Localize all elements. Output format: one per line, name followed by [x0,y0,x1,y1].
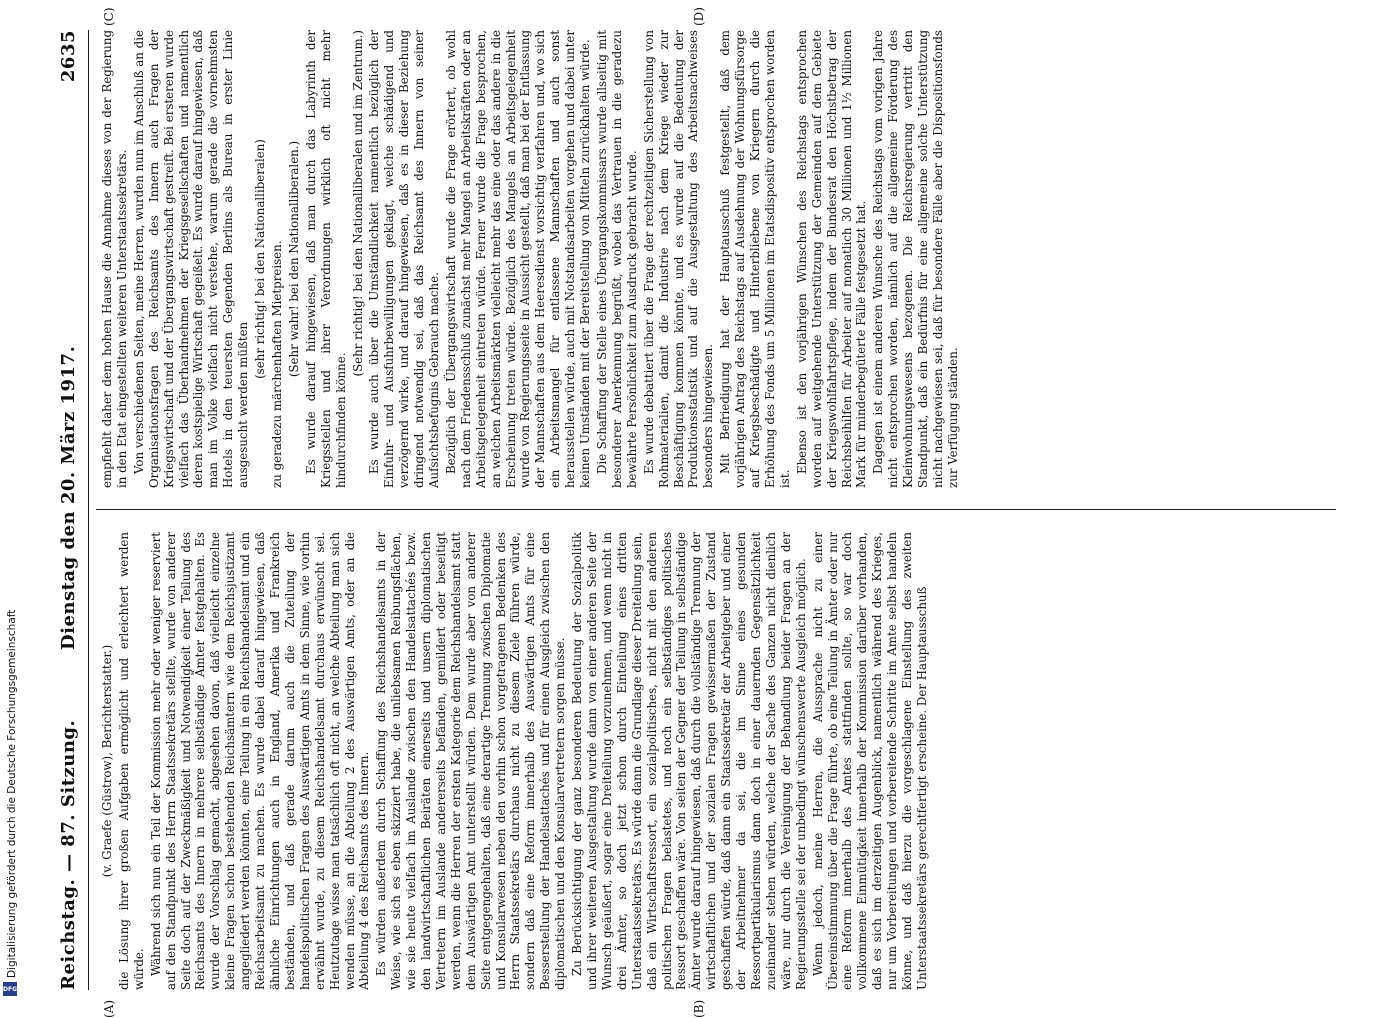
rotated-page [52,7,1352,1018]
page-header [52,30,89,990]
margin-marker-a: (A) [102,999,116,1018]
paragraph: Mit Befriedigung hat der Hauptausschuß festgestellt, daß dem vorjährigen Antrag des Reichstags auf Ausdehnung der Wohnungsfürsorge auf Kriegsbeschädigte und Hinterbliebene von Kriegern durch die Erhöhung des Fonds um 5 Millionen im Etatsdispositiv entsprochen worden ist. [718,30,792,488]
right-column [100,30,1340,488]
paragraph: die Lösung ihrer großen Aufgaben ermöglicht und erleichtert werden würde. [116,532,146,990]
paragraph: zu geradezu märchenhaften Mietpreisen. [269,240,284,488]
paragraph: Bezüglich der Übergangswirtschaft wurde die Frage erörtert, ob wohl nach dem Friedensschluß zunächst mehr Mangel an Arbeitskräften oder an Arbeitsgelegenheit eintreten würde. Ferner wurde die Frage besprochen, an welchen Arbeitsmärkten vielleicht mehr das eine oder das andere in die Erscheinung treten würde. Bezüglich des Mangels an Arbeitsgelegenheit wurde von Regierungsseite in Aussicht gestellt, daß man bei der Entlassung der Mannschaften aus dem Heeresdienst vorsichtig verfahren und, wo sich ein Arbeitsmangel für entlassene Mannschaften und auch sonst herausstellen würde, auch mit Notstandsarbeiten vorgehen und dabei unter keinen Umständen mit der Bereitstellung von Mitteln zurückhalten würde. [443,30,593,488]
margin-marker-c: (C) [102,7,116,26]
paragraph: Es wurde auch über die Umständlichkeit namentlich bezüglich der Einfuhr- und Ausfuhrbewilligungen geklagt, welche schädigend und verzögernd wirke, und darauf hingewiesen, daß es in dieser Beziehung dringend notwendig sei, daß das Reichsamt des Innern von seiner Aufsichtsbefugnis Gebrauch mache. [367,30,442,488]
header-date: Dienstag den 20. März 1917. [58,345,79,650]
paragraph: Wenn jedoch, meine Herren, die Aussprache nicht zu einer Übereinstimmung über die Frage führte, ob eine Teilung in Ämter oder nur eine Reform innerhalb des Amtes stattfinden sollte, so war doch vollkommene Einmütigkeit innerhalb der Kommission darüber vorhanden, daß es sich im derzeitigen Augenblick, namentlich während des Krieges, nur um Vorbereitungen und vorbereitende Schritte im Amte selbst handeln könne, und daß hierzu die vorgeschlagene Einstellung des zweiten Unterstaatssekretärs gerechtfertigt erscheine. Der Hauptausschuß [810,532,929,990]
paragraph: Es würden außerdem durch Schaffung des Reichshandelsamts in der Weise, wie sich es eben skizziert habe, die unliebsamen Reibungsflächen, wie sie heute vielfach im Auslande zwischen den Handelsattachés bezw. den landwirtschaftlichen Beiräten einerseits und unsern diplomatischen Vertretern im Auslande andererseits befänden, gemildert oder beseitigt werden, wenn die Herren der ersten Kategorie dem Reichshandelsamt statt dem Auswärtigen Amt unterstellt würden. Dem wurde aber von anderer Seite entgegengehalten, daß eine derartige Trennung zwischen Diplomatie und Konsularwesen neben den vorhin schon vorgetragenen Bedenken des Herrn Staatssekretärs durchaus nicht zu diesem Ziele führen würde, sondern daß eine Reform innerhalb des Auswärtigen Amts für eine Besserstellung der Handelsattachés und für einen Ausgleich zwischen den diplomatischen und den Konsularvertretern sorgen müsse. [374,532,568,990]
paragraph: Die Schaffung der Stelle eines Übergangskommissars wurde allseitig mit besonderer Anerkennung begrüßt, wobei das Vertrauen in die geradezu bewährte Persönlichkeit zum Ausdruck gebracht wurde. [595,30,639,488]
paragraph: Dagegen ist einem anderen Wunsche des Reichstags vom vorigen Jahre nicht entsprochen worden, nämlich auf die allgemeine Förderung des Kleinwohnungswesens bezogenen. Die Reichsregierung vertritt den Standpunkt, daß ein Bedürfnis für eine allgemeine solche Unterstützung nicht nachgewiesen sei, daß für besondere Fälle aber die Dispositionsfonds zur Verfügung ständen. [871,30,960,488]
paragraph: Während sich nun ein Teil der Kommission mehr oder weniger reserviert auf den Standpunkt des Herrn Staatssekretärs stellte, wurde von anderer Seite doch auf der Zweckmäßigkeit und Notwendigkeit einer Teilung des Reichsamts des Innern in mehrere selbständige Ämter festgehalten. Es wurde der Vorschlag gemacht, abgesehen davon, daß vielleicht einzelne kleine Fragen schon bestehenden Reichsämtern wie dem Reichsjustizamt angegliedert werden könnten, eine Teilung in ein Reichshandelsamt und ein Reichsarbeitsamt zu machen. Es wurde dabei darauf hingewiesen, daß ähnliche Einrichtungen auch in England, Amerika und Frankreich beständen, und daß gerade darum auch die Zuteilung der handelspolitischen Fragen des Auswärtigen Amts in dem Sinne, wie vorhin erwähnt wurde, zu diesem Reichshandelsamt durchaus erwünscht sei. Heutzutage wisse man tatsächlich oft nicht, an welche Abteilung man sich wenden müsse, an die Abteilung 2 des Auswärtigen Amts, oder an die Abteilung 4 des Reichsamts des Innern. [148,532,372,990]
page-number: 2635 [58,30,79,83]
margin-marker-d: (D) [692,7,706,26]
paragraph: Es wurde darauf hingewiesen, daß man durch das Labyrinth der Kriegsstellen und ihrer Verordnungen wirklich oft nicht mehr hindurchfinden könne. [303,30,348,488]
interjection: (Sehr richtig! bei den Nationalliberalen und im Zentrum.) [350,30,365,377]
interjection: (sehr richtig! bei den Nationalliberalen) [253,139,268,379]
speaker-line: (v. Graefe (Güstrow), Berichterstatter.) [100,644,114,878]
paragraph: Es wurde debattiert über die Frage der rechtzeitigen Sicherstellung von Rohmaterialien, damit die Industrie nach dem Kriege wieder zur Beschäftigung kommen könnte, und es wurde auf die Bedeutung der Produktionsstatistik und auf die Ausgestaltung des Arbeitsnachweises besonders hingewiesen. [641,30,716,488]
paragraph: Ebenso ist den vorjährigen Wünschen des Reichstags entsprochen worden auf weitgehende Unterstützung der Gemeinden auf dem Gebiete der Kriegswohlfahrtspflege, indem der Bundesrat den Höchstbetrag der Reichsbeihilfen für Arbeiter auf monatlich 30 Millionen und 1½ Millionen Mark für minderbegüterte Fälle festgesetzt hat. [794,30,869,488]
digitization-credit: Digitalisierung gefördert durch die Deutsche Forschungsgemeinschaft [6,609,18,978]
header-left: Reichstag. — 87. Sitzung. [58,719,79,990]
margin-marker-b: (B) [692,999,706,1018]
interjection: (Sehr wahr! bei den Nationalliberalen.) [286,140,301,378]
dfg-logo: DFG [3,982,17,996]
left-column [100,532,1340,990]
paragraph: empfiehlt daher dem hohen Hause die Annahme dieses von der Regierung in den Etat eingestellten weiteren Unterstaatssekretärs. [100,30,129,488]
paragraph: Zu Berücksichtigung der ganz besonderen Bedeutung der Sozialpolitik und ihrer weiteren Ausgestaltung wurde dann von einer anderen Seite der Wunsch geäußert, sogar eine Dreiteilung vorzunehmen, und wenn nicht in drei Ämter, so doch jetzt schon durch Einteilung eines dritten Unterstaatssekretärs. Es würde dann die Grundlage dieser Dreiteilung sein, daß ein Wirtschaftsressort, ein sozialpolitisches, nicht mit den anderen politischen Fragen belastetes, und noch ein selbständiges politisches Ressort geschaffen wäre. Von seiten der Gegner der Teilung in selbständige Ämter wurde darauf hingewiesen, daß durch die vollständige Trennung der wirtschaftlichen und der sozialen Fragen gewissermaßen der Zustand geschaffen würde, daß dann ein Staatssekretär der Arbeitgeber und einer der Arbeitnehmer da sei, die im Sinne eines gesunden Ressortpartikularismus dann doch in einer dauernden Gegensätzlichkeit zueinander stehen würden, welche der Sache des Ganzen nicht dienlich wäre, nur durch die Vereinigung der Behandlung beider Fragen an der Regierungsstelle sei der unbedingt wünschenswerte Ausgleich möglich. [570,532,808,990]
column-divider [96,509,1336,510]
paragraph: Von verschiedenen Seiten, meine Herren, wurden nun im Anschluß an die Organisationsfragen des Reichsamts des Innern auch Fragen der Kriegswirtschaft und der Übergangswirtschaft gestreift. Bei ersteren wurde vielfach das Überhandnehmen der Kriegsgesellschaften und namentlich deren kostspielige Wirtschaft gegeißelt. Es wurde darauf hingewiesen, daß man im Volke vielfach nicht verstehe, warum gerade die vornehmsten Hotels in den teuersten Gegenden Berlins als Bureau in erster Linie ausgesucht werden müßten [131,30,251,488]
